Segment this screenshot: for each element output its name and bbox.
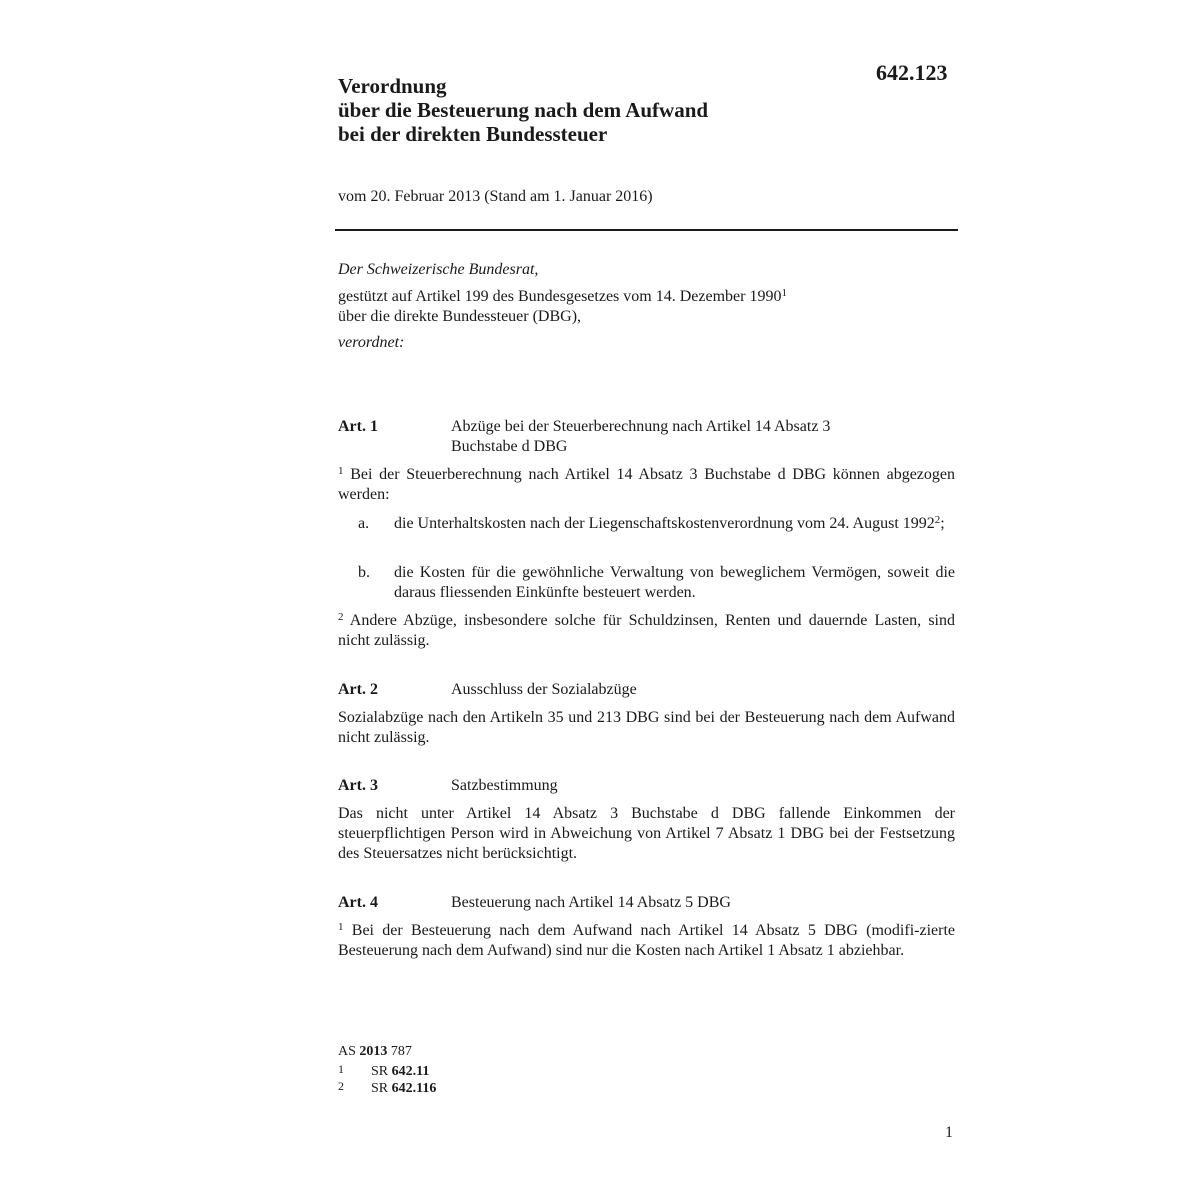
list-item-text: die Kosten für die gewöhnliche Verwaltung von beweglichem Vermögen, soweit die daraus fliessenden Einkünfte besteuert werden. [394, 564, 955, 601]
page-number: 1 [945, 1124, 953, 1141]
article-1-paragraph-1 [338, 465, 955, 505]
sr-number: 642.123 [876, 60, 948, 85]
article-2-text: Sozialabzüge nach den Artikeln 35 und 213 DBG sind bei der Besteuerung nach dem Aufwand nicht zulässig. [338, 709, 955, 746]
paragraph-number: 2 [338, 611, 344, 623]
article-number: Art. 1 [338, 418, 378, 435]
footnote-item [371, 1080, 436, 1097]
list-item-text: die Unterhaltskosten nach der Liegenschaftskostenverordnung vom 24. August 1992 [394, 515, 935, 532]
paragraph-text: Bei der Besteuerung nach dem Aufwand nach Artikel 14 Absatz 5 DBG (modifi-zierte Besteuerung nach dem Aufwand) sind nur die Kosten nach Artikel 1 Absatz 1 abziehbar. [338, 922, 955, 959]
paragraph-text: Andere Abzüge, insbesondere solche für Schuldzinsen, Renten und dauernde Lasten, sind nicht zulässig. [338, 612, 955, 649]
list-item-letter: b. [358, 564, 370, 581]
preamble-ordains: verordnet: [338, 334, 405, 351]
article-number: Art. 3 [338, 777, 378, 794]
paragraph-text: Bei der Steuerberechnung nach Artikel 14 Absatz 3 Buchstabe d DBG können abgezogen werden: [338, 466, 956, 503]
article-2-heading [338, 680, 955, 700]
paragraph-number: 1 [338, 921, 344, 933]
article-number: Art. 4 [338, 894, 378, 911]
article-title: Satzbestimmung [451, 777, 558, 794]
paragraph-number: 1 [338, 465, 344, 477]
footnote-number: 2 [338, 1079, 344, 1093]
article-1-heading [338, 417, 955, 459]
footnote-as-year: 2013 [359, 1044, 388, 1059]
preamble-basis-line1: gestützt auf Artikel 199 des Bundesgesetzes vom 14. Dezember 1990 [338, 288, 782, 305]
footnote-as-prefix: AS [338, 1044, 356, 1059]
article-title: Ausschluss der Sozialabzüge [451, 681, 637, 698]
title-divider [335, 229, 958, 231]
list-item [394, 563, 955, 603]
article-number: Art. 2 [338, 681, 378, 698]
list-item-letter: a. [358, 515, 370, 532]
footnote-ref[interactable]: 1 [781, 287, 787, 299]
article-title-line: Abzüge bei der Steuerberechnung nach Artikel 14 Absatz 3 [451, 418, 831, 435]
footnote-ref[interactable]: 2 [934, 514, 941, 526]
footnote-reference[interactable]: 642.11 [391, 1064, 430, 1079]
list-item-text-end: ; [940, 515, 945, 532]
list-item [394, 514, 955, 534]
article-title-line: Buchstabe d DBG [451, 438, 568, 455]
article-3-text: Das nicht unter Artikel 14 Absatz 3 Buchstabe d DBG fallende Einkommen der steuerpflichtigen Person wird in Abweichung von Artikel 7 Absatz 1 DBG bei der Festsetzung des Steuersatzes nicht berücksichtigt. [338, 805, 955, 862]
article-title [451, 417, 891, 457]
article-1-paragraph-2 [338, 611, 955, 651]
title-line: bei der direkten Bundessteuer [338, 122, 608, 146]
footnote-as [338, 1043, 412, 1060]
preamble-basis [338, 287, 955, 327]
article-4-heading [338, 893, 955, 913]
title-line: über die Besteuerung nach dem Aufwand [338, 98, 709, 122]
title-line: Verordnung [338, 74, 447, 98]
footnote-number: 1 [338, 1062, 344, 1076]
article-title: Besteuerung nach Artikel 14 Absatz 5 DBG [451, 894, 731, 911]
date-line: vom 20. Februar 2013 (Stand am 1. Januar 2016) [338, 188, 653, 205]
article-4-paragraph-1 [338, 921, 955, 961]
document-title [338, 74, 708, 146]
footnote-as-page: 787 [390, 1044, 412, 1059]
article-3-heading [338, 776, 955, 796]
footnote-prefix: SR [371, 1081, 389, 1096]
footnote-item [371, 1063, 429, 1080]
footnote-prefix: SR [371, 1064, 389, 1079]
preamble-issuer: Der Schweizerische Bundesrat, [338, 261, 539, 278]
preamble-basis-line2: über die direkte Bundessteuer (DBG), [338, 308, 582, 325]
footnote-reference[interactable]: 642.116 [391, 1081, 437, 1096]
